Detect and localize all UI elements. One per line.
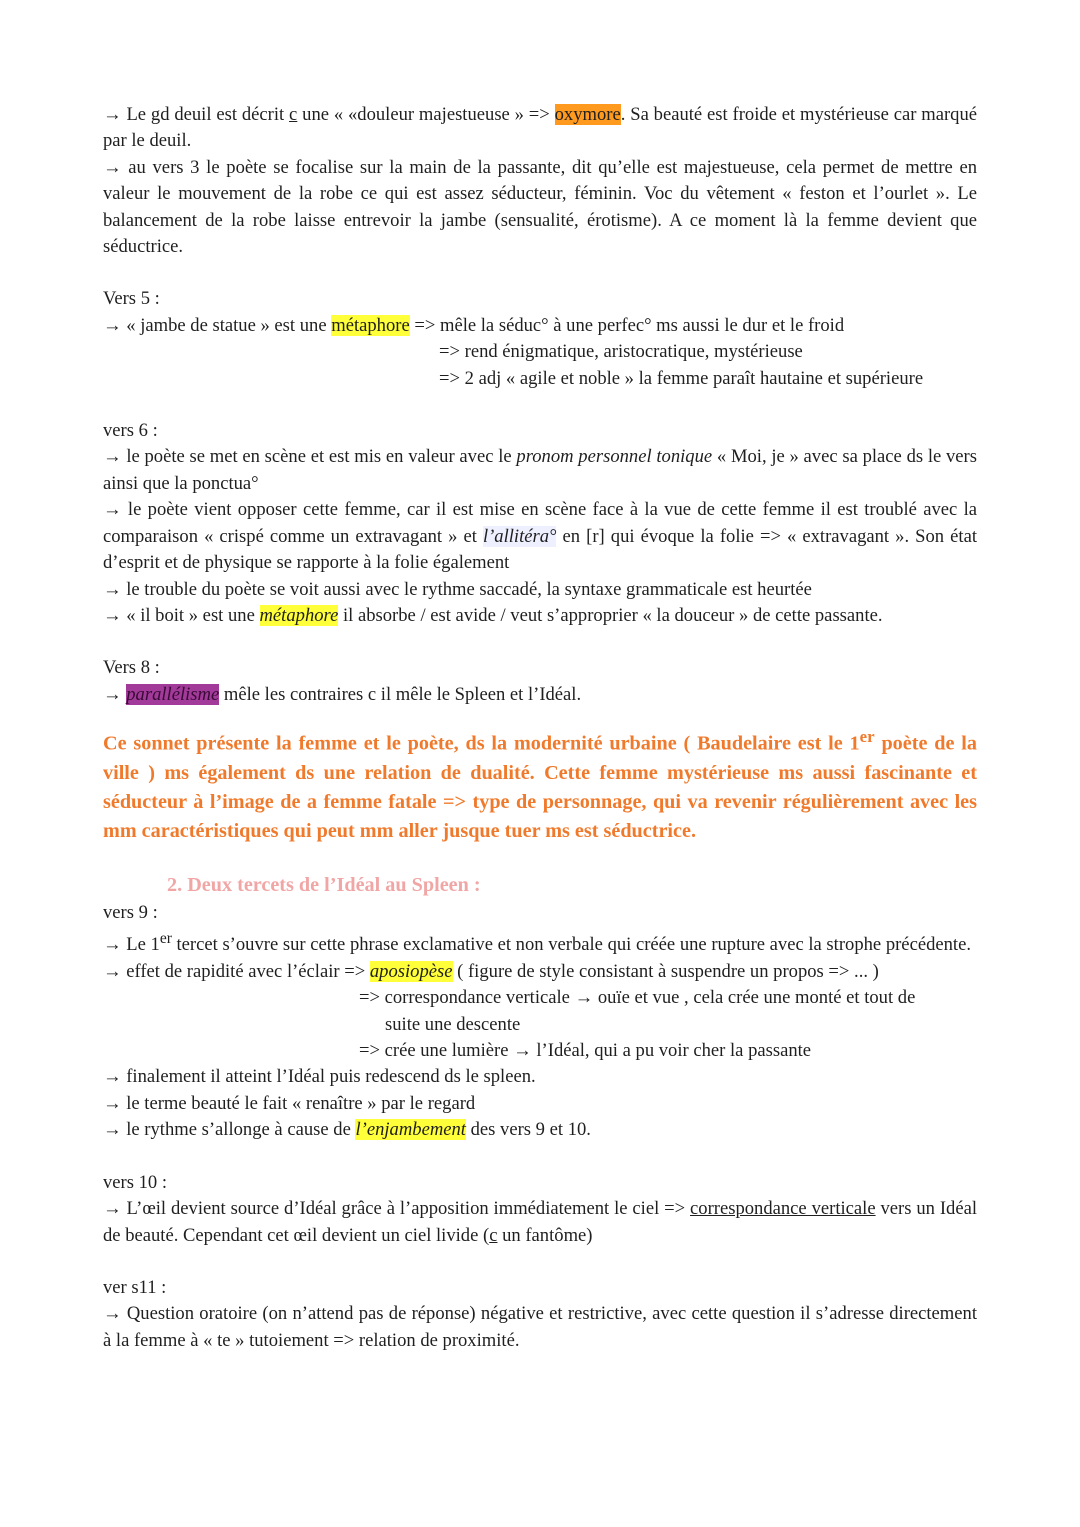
text-run: → « il boit » est une xyxy=(103,604,260,626)
paragraph-deuil xyxy=(103,102,977,155)
highlight-metaphore: métaphore xyxy=(331,314,410,336)
text-run: → Le 1 xyxy=(103,934,160,956)
vers9-line2 xyxy=(103,959,977,985)
vers6-line1 xyxy=(103,444,977,497)
vers8-title: Vers 8 : xyxy=(103,657,160,679)
superscript: er xyxy=(159,930,172,948)
spacer xyxy=(103,629,977,655)
text-run: ( figure de style consistant à suspendre un propos => ... ) xyxy=(452,960,879,982)
text-run: → le poète se met en scène et est mis en valeur avec le xyxy=(103,446,517,468)
text-run: Ce sonnet présente la femme et le poète, ds la modernité urbaine ( Baudelaire est le 1 xyxy=(103,732,860,755)
text-run: => mêle la séduc° à une perfec° ms aussi le dur et le froid xyxy=(409,314,845,336)
vers6-line2 xyxy=(103,497,977,576)
vers11-title: ver s11 : xyxy=(103,1276,167,1298)
vers9-line3: => correspondance verticale → ouïe et vue , cela crée une monté et tout de xyxy=(359,987,916,1009)
vers9-line8 xyxy=(103,1117,977,1143)
vers8-line1 xyxy=(103,682,977,708)
vers5-title: Vers 5 : xyxy=(103,288,160,310)
highlight-oxymore: oxymore xyxy=(554,104,621,125)
vers6-line3: → le trouble du poète se voit aussi avec le rythme saccadé, la syntaxe grammaticale est heurtée xyxy=(103,578,812,600)
superscript: er xyxy=(859,727,875,747)
vers5-line1 xyxy=(103,313,977,339)
text-run: → le rythme s’allonge à cause de xyxy=(103,1119,356,1141)
highlight-metaphore: métaphore xyxy=(259,604,339,626)
spacer xyxy=(103,1144,977,1170)
text-run: « Moi, je » avec sa place ds le vers ainsi que la ponctua° xyxy=(103,446,977,494)
text-run: en [r] qui évoque la folie => « extravagant ». Son état d’esprit et de physique se rapporte à la folie également xyxy=(103,525,977,574)
spacer xyxy=(103,1249,977,1275)
text-run: il absorbe / est avide / veut s’approprier « la douceur » de cette passante. xyxy=(338,604,883,626)
text-run: une « «douleur majestueuse » => xyxy=(297,104,555,125)
text-run: tercet s’ouvre sur cette phrase exclamative et non verbale qui créée une rupture avec la strophe précédente. xyxy=(171,934,971,956)
text-run: . Sa beauté est froide et mystérieuse car marqué par le deuil. xyxy=(103,104,977,152)
text-run: → L’œil devient source d’Idéal grâce à l’apposition immédiatement le ciel => xyxy=(103,1198,691,1220)
italic-pronom: pronom personnel tonique xyxy=(516,446,713,468)
vers9-line5: => crée une lumière → l’Idéal, qui a pu voir cher la passante xyxy=(359,1040,812,1062)
underline-correspondance: correspondance verticale xyxy=(690,1198,876,1220)
highlight-aposiopese: aposiopèse xyxy=(369,960,453,982)
vers9-line7: → le terme beauté le fait « renaître » par le regard xyxy=(103,1092,476,1114)
text-run: vers un Idéal de beauté. Cependant cet œil devient un ciel livide ( xyxy=(103,1198,977,1246)
text-run: poète de la ville ) ms également ds une relation de dualité. Cette femme mystérieuse ms aussi fascinante et séducteur à l’image de a femme fatale => type de personnage, qui va revenir régulièrement avec les mm caractéristiques qui peut mm aller jusque tuer ms est séductrice. xyxy=(103,732,977,842)
section-heading: 2. Deux tercets de l’Idéal au Spleen : xyxy=(167,873,481,896)
vers6-title: vers 6 : xyxy=(103,420,158,442)
spacer xyxy=(103,260,977,286)
spacer xyxy=(103,392,977,418)
vers9-line4: suite une descente xyxy=(385,1013,521,1035)
paragraph-vers3: → au vers 3 le poète se focalise sur la main de la passante, dit qu’elle est majestueuse, cela permet de mettre en valeur le mouvement de la robe ce qui est assez séducteur, féminin. Voc du vêtement « feston et l’ourlet ». Le balancement de la robe laisse entrevoir la jambe (sensualité, érotisme). A ce moment là la femme devient que séductrice. xyxy=(103,156,977,258)
vers10-line1 xyxy=(103,1196,977,1249)
text-run: mêle les contraires c il mêle le Spleen et l’Idéal. xyxy=(219,683,582,705)
text-run: un fantôme) xyxy=(497,1224,593,1246)
abbrev-c: c xyxy=(289,104,298,125)
highlight-parallelisme: parallélisme xyxy=(126,683,220,705)
highlight-enjambement: l’enjambement xyxy=(355,1119,466,1141)
vers5-line2: => rend énigmatique, aristocratique, mystérieuse xyxy=(439,341,803,363)
text-run: → xyxy=(103,683,127,705)
vers9-title: vers 9 : xyxy=(103,901,158,923)
vers6-line4 xyxy=(103,603,977,629)
text-run: → Le gd deuil est décrit xyxy=(103,104,290,125)
text-run: → effet de rapidité avec l’éclair => xyxy=(103,960,370,982)
vers9-line1 xyxy=(103,926,977,959)
vers10-title: vers 10 : xyxy=(103,1171,168,1193)
vers5-line3: => 2 adj « agile et noble » la femme paraît hautaine et supérieure xyxy=(439,367,924,389)
vers9-line6: → finalement il atteint l’Idéal puis redescend ds le spleen. xyxy=(103,1066,536,1088)
highlight-alliteration: l’allitéra° xyxy=(482,525,557,547)
conclusion-paragraph xyxy=(103,722,977,846)
text-run: → le poète vient opposer cette femme, car il est mise en scène face à la vue de cette femme il est troublé avec la comparaison « crispé comme un extravagant » et xyxy=(103,499,977,547)
vers11-line1: → Question oratoire (on n’attend pas de réponse) négative et restrictive, avec cette question il s’adresse directement à la femme à « te » tutoiement => relation de proximité. xyxy=(103,1303,977,1351)
text-run: des vers 9 et 10. xyxy=(465,1119,591,1141)
text-run: → « jambe de statue » est une xyxy=(103,314,332,336)
abbrev-c: c xyxy=(489,1224,498,1246)
